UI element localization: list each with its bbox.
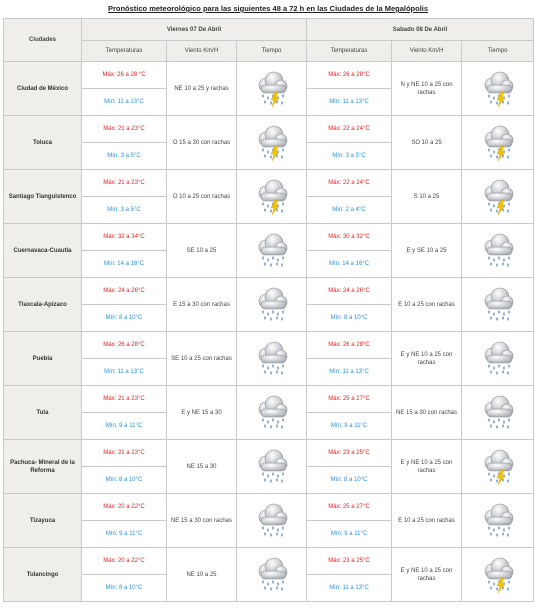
temp-max: Máx: 20 a 22°C: [82, 494, 167, 521]
weather-cell: [237, 224, 307, 278]
weather-cell: [237, 62, 307, 116]
city-name: Tizayuca: [4, 494, 82, 548]
temp-min: Mín: 9 a 11°C: [82, 413, 167, 440]
temp-min: Mín: 8 a 10°C: [307, 305, 392, 332]
weather-cell: [462, 62, 534, 116]
temp-max: Máx: 23 a 25°C: [307, 548, 392, 575]
header-day2-weather: Tiempo: [462, 41, 534, 62]
weather-cell: [462, 386, 534, 440]
storm-cloud-icon: [237, 69, 306, 109]
temp-min: Mín: 9 a 11°C: [307, 413, 392, 440]
wind-speed: E y NE 10 a 25 con rachas: [392, 440, 462, 494]
header-day1-temps: Temperaturas: [82, 41, 167, 62]
weather-cell: [237, 386, 307, 440]
wind-speed: NE 10 a 25 y rachas: [167, 62, 237, 116]
wind-speed: O 15 a 30 con rachas: [167, 116, 237, 170]
city-name: Pachuca- Mineral de la Reforma: [4, 440, 82, 494]
rain-cloud-icon: [237, 285, 306, 325]
wind-speed: O 10 a 25 con rachas: [167, 170, 237, 224]
temp-min: Mín: 14 a 16°C: [307, 251, 392, 278]
header-cities: Ciudades: [4, 19, 82, 62]
temp-max: Máx: 26 a 28°C: [307, 62, 392, 89]
temp-min: Mín: 8 a 10°C: [82, 467, 167, 494]
temp-min: Mín: 11 a 13°C: [82, 89, 167, 116]
city-name: Santiago Tianguistenco: [4, 170, 82, 224]
weather-cell: [462, 332, 534, 386]
wind-speed: E y NE 15 a 30: [167, 386, 237, 440]
weather-cell: [237, 332, 307, 386]
weather-cell: [462, 440, 534, 494]
wind-speed: NE 15 a 30 con rachas: [392, 386, 462, 440]
storm-cloud-icon: [462, 555, 533, 595]
temp-max: Máx: 24 a 26°C: [307, 278, 392, 305]
weather-cell: [462, 224, 534, 278]
storm-cloud-icon: [462, 447, 533, 487]
rain-cloud-icon: [237, 231, 306, 271]
rain-cloud-icon: [237, 339, 306, 379]
temp-max: Máx: 24 a 26°C: [82, 278, 167, 305]
rain-cloud-icon: [237, 555, 306, 595]
weather-cell: [237, 440, 307, 494]
temp-min: Mín: 3 a 5°C: [307, 143, 392, 170]
temp-max: Máx: 26 a 28 °C: [82, 62, 167, 89]
weather-cell: [462, 494, 534, 548]
city-name: Tulancingo: [4, 548, 82, 602]
wind-speed: NE 15 a 30 con rachas: [167, 494, 237, 548]
temp-min: Mín: 11 a 13°C: [82, 359, 167, 386]
header-day1-wind: Viento Km/H: [167, 41, 237, 62]
city-name: Tlaxcala-Apizaco: [4, 278, 82, 332]
header-day2-temps: Temperaturas: [307, 41, 392, 62]
wind-speed: SE 10 a 25 con rachas: [167, 332, 237, 386]
temp-max: Máx: 21 a 23°C: [82, 386, 167, 413]
temp-min: Mín: 11 a 13°C: [307, 575, 392, 602]
weather-cell: [237, 116, 307, 170]
rain-cloud-icon: [462, 501, 533, 541]
temp-max: Máx: 32 a 34°C: [82, 224, 167, 251]
temp-min: Mín: 3 a 5°C: [82, 197, 167, 224]
weather-cell: [462, 548, 534, 602]
wind-speed: E 10 a 25 con rachas: [392, 494, 462, 548]
city-name: Cuernavaca-Cuautla: [4, 224, 82, 278]
wind-speed: SO 10 a 25: [392, 116, 462, 170]
header-day1: Viernes 07 De Abril: [82, 19, 307, 41]
weather-cell: [237, 278, 307, 332]
temp-min: Mín: 14 a 16°C: [82, 251, 167, 278]
weather-cell: [237, 494, 307, 548]
temp-min: Mín: 8 a 10°C: [82, 575, 167, 602]
temp-max: Máx: 25 a 27°C: [307, 386, 392, 413]
city-name: Tula: [4, 386, 82, 440]
temp-max: Máx: 25 a 27°C: [307, 494, 392, 521]
rain-cloud-icon: [462, 393, 533, 433]
temp-min: Mín: 9 a 11°C: [82, 521, 167, 548]
wind-speed: NE 10 a 25: [167, 548, 237, 602]
temp-max: Máx: 20 a 22°C: [82, 548, 167, 575]
temp-min: Mín: 11 a 13°C: [307, 359, 392, 386]
wind-speed: SE 10 a 25: [167, 224, 237, 278]
wind-speed: NE 15 a 30: [167, 440, 237, 494]
rain-cloud-icon: [237, 501, 306, 541]
temp-max: Máx: 26 a 28°C: [82, 332, 167, 359]
header-day2: Sabado 08 De Abril: [307, 19, 534, 41]
temp-max: Máx: 23 a 25°C: [307, 440, 392, 467]
temp-min: Mín: 9 a 11°C: [307, 521, 392, 548]
city-name: Ciudad de México: [4, 62, 82, 116]
temp-max: Máx: 22 a 24°C: [307, 116, 392, 143]
weather-cell: [462, 170, 534, 224]
forecast-table: [3, 18, 534, 602]
header-day1-weather: Tiempo: [237, 41, 307, 62]
rain-cloud-icon: [462, 231, 533, 271]
wind-speed: E y NE 10 a 25 con rachas: [392, 548, 462, 602]
storm-cloud-icon: [237, 177, 306, 217]
wind-speed: E y SE 10 a 25: [392, 224, 462, 278]
temp-max: Máx: 30 a 32°C: [307, 224, 392, 251]
temp-max: Máx: 21 a 23°C: [82, 170, 167, 197]
header-day2-wind: Viento Km/H: [392, 41, 462, 62]
temp-min: Mín: 2 a 4°C: [307, 197, 392, 224]
weather-cell: [462, 116, 534, 170]
wind-speed: S 10 a 25: [392, 170, 462, 224]
page-title: Pronóstico meteorológico para las siguientes 48 a 72 h en las Ciudades de la Megalópolis: [107, 4, 429, 13]
weather-cell: [237, 548, 307, 602]
rain-cloud-icon: [237, 393, 306, 433]
temp-max: Máx: 26 a 28°C: [307, 332, 392, 359]
wind-speed: E 10 a 25 con rachas: [392, 278, 462, 332]
wind-speed: N y NE 10 a 25 con rachas: [392, 62, 462, 116]
storm-cloud-icon: [237, 123, 306, 163]
rain-cloud-icon: [237, 447, 306, 487]
temp-min: Mín: 8 a 10°C: [82, 305, 167, 332]
wind-speed: E y NE 10 a 25 con rachas: [392, 332, 462, 386]
weather-cell: [462, 278, 534, 332]
temp-min: Mín: 8 a 10°C: [307, 467, 392, 494]
city-name: Puebla: [4, 332, 82, 386]
temp-max: Máx: 22 a 24°C: [307, 170, 392, 197]
temp-max: Máx: 21 a 23°C: [82, 440, 167, 467]
city-name: Toluca: [4, 116, 82, 170]
rain-cloud-icon: [462, 285, 533, 325]
wind-speed: E 15 a 30 con rachas: [167, 278, 237, 332]
temp-min: Mín: 3 a 5°C: [82, 143, 167, 170]
weather-cell: [237, 170, 307, 224]
temp-max: Máx: 21 a 23°C: [82, 116, 167, 143]
storm-cloud-icon: [462, 123, 533, 163]
storm-cloud-icon: [462, 69, 533, 109]
rain-cloud-icon: [462, 339, 533, 379]
temp-min: Mín: 11 a 13°C: [307, 89, 392, 116]
storm-cloud-icon: [462, 177, 533, 217]
